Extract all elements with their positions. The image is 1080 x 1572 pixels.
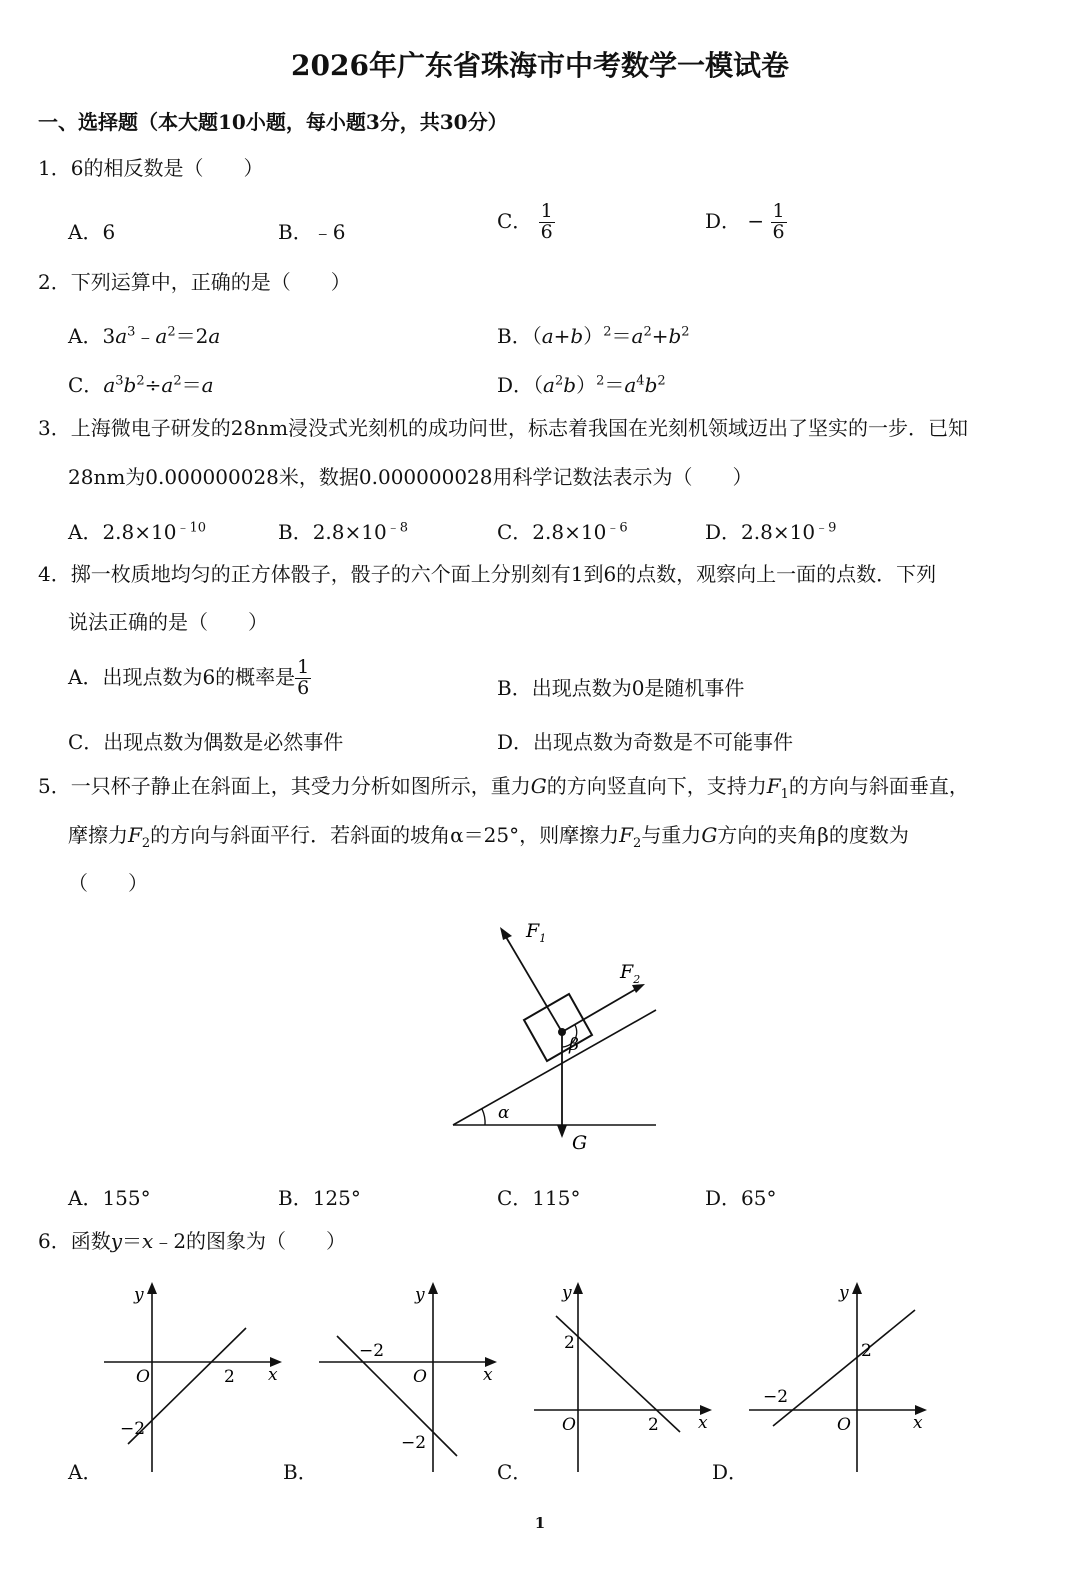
x-axis-label: x <box>913 1413 923 1433</box>
minus-sign: − <box>747 208 765 233</box>
y-intercept-label: 2 <box>564 1333 575 1353</box>
q4-option-c: C．出现点数为偶数是必然事件 <box>68 730 344 754</box>
y-axis-label: y <box>839 1283 849 1303</box>
page-number: 1 <box>534 1514 546 1532</box>
graph-line <box>337 1336 457 1456</box>
option-label: D． <box>705 208 742 233</box>
option-text: A．2.8×10 <box>68 520 177 544</box>
option-label: C． <box>68 373 104 397</box>
question-2 <box>38 272 351 292</box>
fraction <box>539 202 555 243</box>
fraction <box>771 202 787 243</box>
origin-label: O <box>136 1367 150 1387</box>
option-label: B． <box>497 324 532 348</box>
x-intercept-label: −2 <box>359 1341 385 1361</box>
exponent: ﹣9 <box>815 520 837 536</box>
y-intercept-label: −2 <box>401 1433 427 1453</box>
page-title: 2026年广东省珠海市中考数学一模试卷 <box>291 49 789 82</box>
alpha-label: α <box>498 1103 510 1123</box>
section-heading: 一、选择题（本大题10小题，每小题3分，共30分） <box>38 110 508 134</box>
q3-option-c <box>497 516 628 545</box>
denominator: 6 <box>297 676 310 699</box>
graph-c-label: C． <box>497 1460 533 1484</box>
q3-option-d <box>705 516 836 545</box>
question-3 <box>38 418 968 438</box>
y-intercept-label: −2 <box>120 1419 146 1439</box>
y-axis-arrowhead <box>852 1282 862 1294</box>
option-label: D． <box>497 373 534 397</box>
graph-a <box>100 1276 290 1476</box>
q1-option-d <box>705 202 787 243</box>
option-label: A． <box>68 324 103 348</box>
question-number: 5． <box>38 774 71 798</box>
option-text: B．2.8×10 <box>278 520 387 544</box>
q3-option-b <box>278 516 408 545</box>
question-stem: 下列运算中，正确的是（ ） <box>70 270 351 294</box>
question-5-line3: （ ） <box>68 871 148 895</box>
question-stem: 6的相反数是（ ） <box>70 156 264 180</box>
y-axis-arrowhead <box>573 1282 583 1294</box>
question-number: 4． <box>38 562 71 586</box>
option-text: D．2.8×10 <box>705 520 816 544</box>
origin-label: O <box>562 1415 576 1435</box>
alpha-arc <box>482 1109 485 1125</box>
g-label: G <box>572 1132 588 1154</box>
question-6: 6．函数y＝x﹣2的图象为（ ） <box>38 1229 347 1253</box>
x-axis-label: x <box>268 1365 278 1385</box>
graph-d-label: D． <box>712 1460 749 1484</box>
origin-label: O <box>413 1367 427 1387</box>
graph-c <box>530 1276 720 1476</box>
graph-b-label: B． <box>283 1460 318 1484</box>
y-intercept-label: 2 <box>861 1341 872 1361</box>
question-3-line2: 28nm为0.000000028米，数据0.000000028用科学记数法表示为（ ） <box>68 465 753 489</box>
numerator: 1 <box>297 656 310 678</box>
question-number: 3． <box>38 416 71 440</box>
f1-arrowhead <box>500 927 512 940</box>
denominator: 6 <box>772 220 785 243</box>
origin-label: O <box>837 1415 851 1435</box>
q3-option-a <box>68 516 206 545</box>
q1-option-c <box>497 202 555 243</box>
numerator: 1 <box>540 200 553 222</box>
question-number: 2． <box>38 270 71 294</box>
x-intercept-label: 2 <box>224 1367 235 1387</box>
q5-option-b: B．125° <box>278 1186 361 1210</box>
x-intercept-label: 2 <box>648 1415 659 1435</box>
y-axis-arrowhead <box>428 1282 438 1294</box>
question-4-line2: 说法正确的是（ ） <box>68 610 268 634</box>
cup-block <box>524 994 592 1061</box>
option-label: C． <box>497 208 533 233</box>
y-axis-label: y <box>562 1283 572 1303</box>
option-text: A．出现点数为6的概率是 <box>68 664 296 689</box>
x-axis-label: x <box>698 1413 708 1433</box>
question-stem-line1: 掷一枚质地均匀的正方体骰子，骰子的六个面上分别刻有1到6的点数，观察向上一面的点数．下列 <box>70 562 937 586</box>
question-5: 5．一只杯子静止在斜面上，其受力分析如图所示，重力G的方向竖直向下，支持力$F_1$的方向与斜面垂直， <box>38 774 969 802</box>
question-4 <box>38 564 936 584</box>
exponent: ﹣10 <box>176 520 207 536</box>
denominator: 6 <box>540 220 553 243</box>
q5-option-a: A．155° <box>68 1186 151 1210</box>
question-number: 6． <box>38 1229 71 1253</box>
f2-label: $F_2$ <box>620 961 641 986</box>
exponent: ﹣6 <box>606 520 628 536</box>
fraction <box>295 658 311 699</box>
beta-label: β <box>569 1035 579 1055</box>
q1-option-a: A．6 <box>68 220 116 244</box>
graph-b <box>315 1276 505 1476</box>
option-text: C．2.8×10 <box>497 520 607 544</box>
y-axis-arrowhead <box>147 1282 157 1294</box>
question-5-line2: 摩擦力$F_2$的方向与斜面平行．若斜面的坡角α＝25°，则摩擦力$F_2$与重力G方向的夹角β的度数为 <box>68 823 909 851</box>
graph-a-label: A． <box>68 1460 103 1484</box>
f1-label: $F_1$ <box>526 920 547 945</box>
numerator: 1 <box>772 200 785 222</box>
q4-option-a <box>68 658 311 699</box>
q2-option-d: D．$(a^2b)^2=a^4b^2$ <box>497 373 666 397</box>
q5-option-c: C．115° <box>497 1186 581 1210</box>
graph-line <box>773 1310 915 1426</box>
question-1 <box>38 158 263 178</box>
force-diagram <box>440 905 670 1160</box>
x-axis-label: x <box>483 1365 493 1385</box>
q4-option-b: B．出现点数为0是随机事件 <box>497 676 745 700</box>
question-stem-line1: 上海微电子研发的28nm浸没式光刻机的成功问世，标志着我国在光刻机领域迈出了坚实的一步．已知 <box>70 416 969 440</box>
y-axis-label: y <box>415 1285 425 1305</box>
q5-option-d: D．65° <box>705 1186 777 1210</box>
question-number: 1． <box>38 156 71 180</box>
x-intercept-label: −2 <box>763 1387 789 1407</box>
q4-option-d: D．出现点数为奇数是不可能事件 <box>497 730 794 754</box>
exponent: ﹣8 <box>386 520 408 536</box>
q2-option-a: A．$3a^3﹣a^2=2a$ <box>68 324 221 348</box>
g-arrowhead <box>557 1125 567 1138</box>
q1-option-b: B．﹣6 <box>278 220 346 244</box>
y-axis-label: y <box>134 1285 144 1305</box>
q2-option-b: B．$(a+b)^2=a^2+b^2$ <box>497 324 690 348</box>
q2-option-c: C．$a^3b^2\div a^2=a$ <box>68 373 214 397</box>
graph-d <box>745 1276 935 1476</box>
